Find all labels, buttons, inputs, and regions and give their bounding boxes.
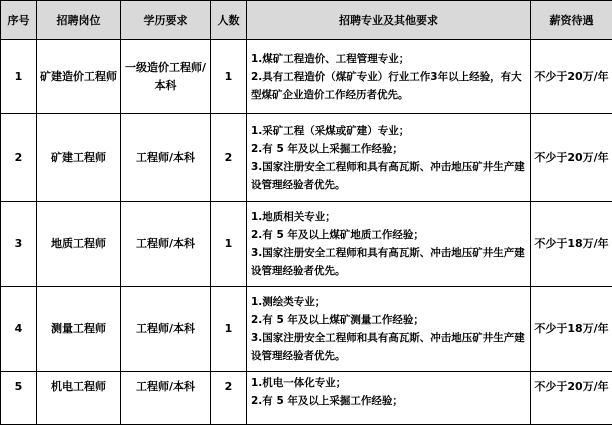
cell-no: 1 — [1, 40, 37, 114]
requirement-line: 2.有 5 年及以上采掘工作经验； — [251, 140, 526, 158]
cell-education: 一级造价工程师/本科 — [121, 40, 211, 114]
requirement-line: 3.国家注册安全工程师和具有高瓦斯、冲击地压矿井生产建设管理经验者优先。 — [251, 244, 526, 280]
cell-requirements — [247, 202, 531, 287]
table-row — [1, 202, 612, 287]
requirement-line: 2.有 5 年及以上煤矿测量工作经验； — [251, 311, 526, 329]
cell-education: 工程师/本科 — [121, 114, 211, 202]
table-row — [1, 287, 612, 372]
requirement-line: 1.采矿工程（采煤或矿建）专业； — [251, 122, 526, 140]
requirement-line: 3.国家注册安全工程师和具有高瓦斯、冲击地压矿井生产建设管理经验者优先。 — [251, 329, 526, 365]
requirement-line: 1.煤矿工程造价、工程管理专业； — [251, 50, 526, 68]
cell-position: 矿建工程师 — [37, 114, 121, 202]
requirement-line: 2.具有工程造价（煤矿专业）行业工作3年以上经验，有大型煤矿企业造价工作经历者优先。 — [251, 68, 526, 104]
cell-count: 1 — [211, 202, 247, 287]
table-row — [1, 114, 612, 202]
cell-salary: 不少于18万/年 — [531, 287, 612, 372]
cell-position: 地质工程师 — [37, 202, 121, 287]
cell-salary: 不少于18万/年 — [531, 202, 612, 287]
cell-no: 4 — [1, 287, 37, 372]
cell-position: 机电工程师 — [37, 372, 121, 425]
table-row — [1, 40, 612, 114]
cell-no: 5 — [1, 372, 37, 425]
requirement-line: 2.有 5 年及以上采掘工作经验； — [251, 392, 526, 410]
cell-count: 2 — [211, 372, 247, 425]
cell-count: 1 — [211, 287, 247, 372]
cell-salary: 不少于20万/年 — [531, 372, 612, 425]
header-education: 学历要求 — [121, 1, 211, 40]
requirement-line: 1.测绘类专业； — [251, 293, 526, 311]
table-row — [1, 372, 612, 425]
cell-no: 3 — [1, 202, 37, 287]
cell-count: 2 — [211, 114, 247, 202]
header-count: 人数 — [211, 1, 247, 40]
cell-requirements — [247, 287, 531, 372]
requirement-line: 3.国家注册安全工程师和具有高瓦斯、冲击地压矿井生产建设管理经验者优先。 — [251, 158, 526, 194]
requirement-line: 2.有 5 年及以上煤矿地质工作经验； — [251, 226, 526, 244]
table-header-row — [1, 1, 612, 40]
cell-education: 工程师/本科 — [121, 372, 211, 425]
cell-salary: 不少于20万/年 — [531, 40, 612, 114]
header-salary: 薪资待遇 — [531, 1, 612, 40]
cell-requirements — [247, 372, 531, 425]
header-no: 序号 — [1, 1, 37, 40]
cell-position: 测量工程师 — [37, 287, 121, 372]
header-requirements: 招聘专业及其他要求 — [247, 1, 531, 40]
cell-education: 工程师/本科 — [121, 287, 211, 372]
cell-education: 工程师/本科 — [121, 202, 211, 287]
cell-no: 2 — [1, 114, 37, 202]
requirement-line: 1.机电一体化专业； — [251, 374, 526, 392]
cell-requirements — [247, 40, 531, 114]
header-position: 招聘岗位 — [37, 1, 121, 40]
cell-count: 1 — [211, 40, 247, 114]
cell-salary: 不少于20万/年 — [531, 114, 612, 202]
requirement-line: 1.地质相关专业； — [251, 208, 526, 226]
cell-position: 矿建造价工程师 — [37, 40, 121, 114]
cell-requirements — [247, 114, 531, 202]
